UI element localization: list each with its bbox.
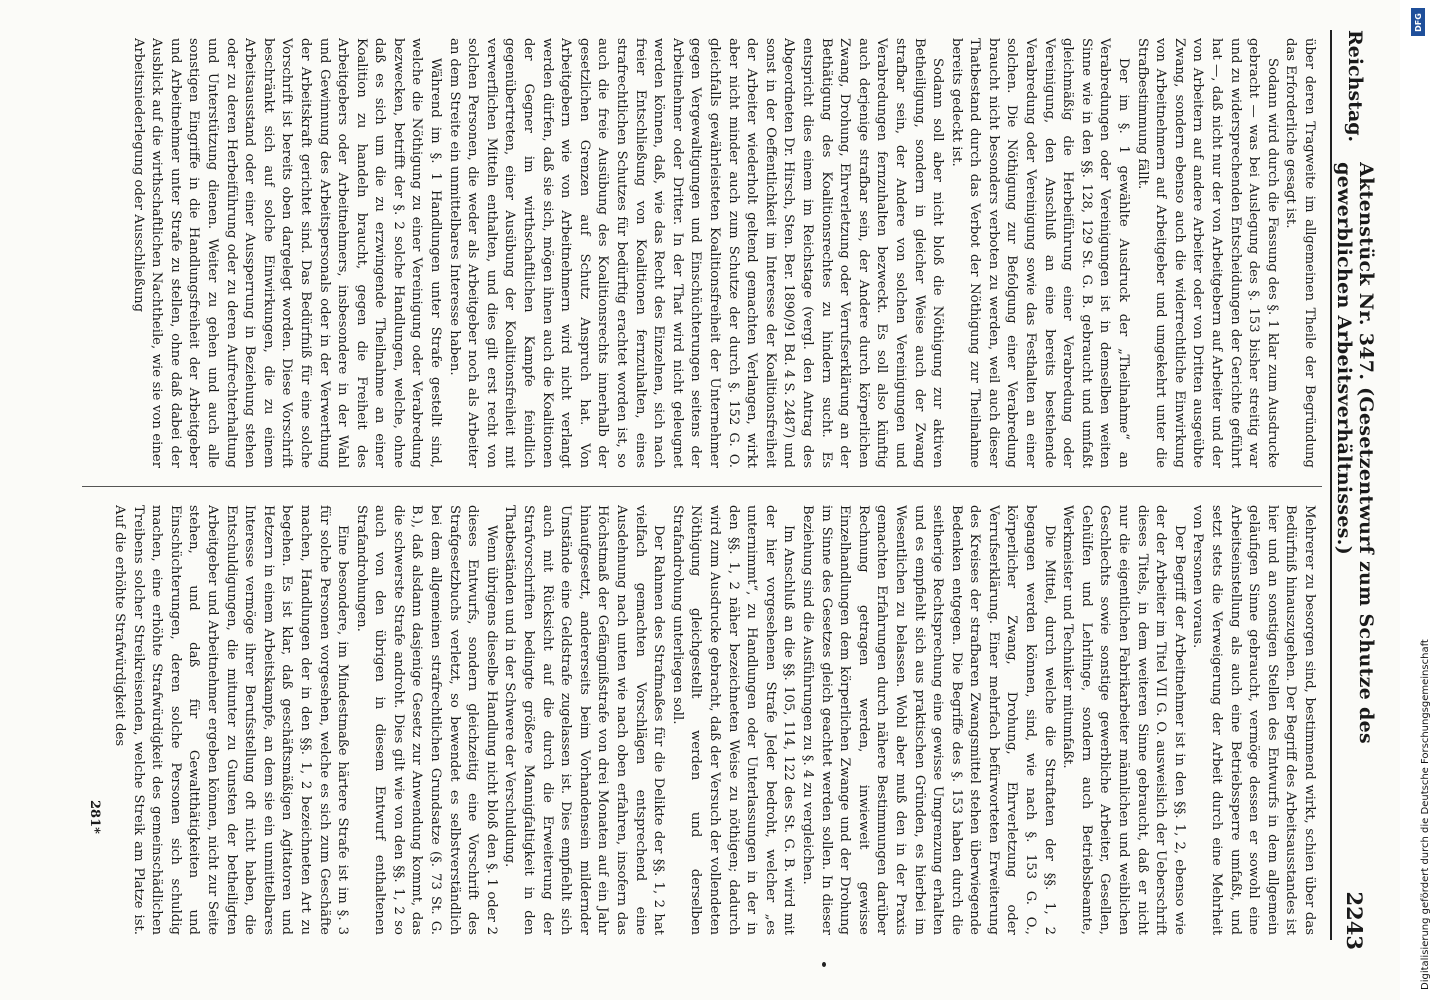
- page-header: [1335, 30, 1375, 950]
- header-title: Aktenstück Nr. 347. (Gesetzentwurf zum Schutze des gewerblichen Arbeitsverhältnisses.): [1333, 162, 1377, 745]
- rotated-document: [35, 0, 1400, 960]
- paragraph: Eine besondere, im Mindestmaße härtere Strafe ist im §. 3 für solche Personen vorgesehen, welche es sich zum Geschäfte machen, Handlungen der in den §§. 1, 2 bezeichneten Art zu begehen. Es ist klar, daß geschäftsmäßigen Agitatoren und Hetzern in einem Arbeitskampfe, an dem sie ein unmittelbares Interesse vermöge ihrer Berufsstellung oft nicht haben, die Entschuldigungen, die mitunter zu Gunsten der betheiligten Arbeitgeber und Arbeitnehmer ergeben können, nicht zur Seite stehen, und daß für Gewaltthätigkeiten und Einschüchterungen, deren solche Personen sich schuldig machen, eine erhöhte Strafwürdigkeit des gemeinschädlichen Treibens solcher Streikreisenden, welche Streik am Platze ist. Auf die erhöhte Strafwürdigkeit des: [112, 505, 351, 935]
- header-left: Reichstag.: [1344, 30, 1366, 143]
- paragraph: Während im §. 1 Handlungen unter Strafe gestellt sind, welche die Nöthigung zu einer Vereinigung oder Verabredung bezwecken, betrifft der §. 2 solche Handlungen, welche, ohne daß es sich um die zu erzwingende Theilnahme an einer Koalition zu handeln braucht, gegen die Freiheit des Arbeitgebers oder Arbeitnehmers, insbesondere in der Wahl und Gewinnung des Arbeitspersonals oder in der Verwerthung der Arbeitskraft gerichtet sind. Das Bedürfniß für eine solche Vorschrift ist bereits oben dargelegt worden. Diese Vorschrift beschränkt sich auf solche Einwirkungen, die zu einem Arbeitsausstand oder einer Aussperrung in Beziehung stehen oder zu deren Herbeiführung oder zu deren Aufrechterhaltung und Unterstützung dienen. Weiter zu gehen und auch alle sonstigen Eingriffe in die Handlungsfreiheit der Arbeitgeber und Arbeitnehmer unter Strafe zu stellen, ohne daß dabei der Ausblick auf die wirthschaftlichen Nachtheile, wie sie von einer Arbeitsniederlegung oder Ausschließung: [130, 38, 444, 468]
- paragraph: Die Mittel, durch welche die Straftaten der §§. 1, 2 begangen werden können, sind, wie nach §. 153 G. O., körperlicher Zwang, Drohung, Ehrverletzung oder Verrufserklärung. Einer mehrfach befürworteten Erweiterung des Kreises der strafbaren Zwangsmittel stehen überwiegende Bedenken entgegen. Die Begriffe des §. 153 haben durch die seitherige Rechtsprechung eine gewisse Umgrenzung erhalten und es empfiehlt sich aus praktischen Gründen, es hierbei im Wesentlichen zu belassen. Wohl aber muß den in der Praxis gemachten Erfahrungen durch nähere Bestimmungen darüber Rechnung getragen werden, inwieweit gewisse Einzelhandlungen dem körperlichen Zwange und der Drohung im Sinne des Gesetzes gleich geachtet werden sollen. In dieser Beziehung sind die Ausführungen zu §. 4 zu vergleichen.: [799, 505, 1057, 935]
- ink-speck: [822, 962, 826, 967]
- paragraph: Der im §. 1 gewählte Ausdruck der „Theilnahme“ an Verabredungen oder Vereinigungen ist in demselben weiten Sinne wie in den §§. 128, 129 St. G. B. gebraucht und umfaßt gleichmäßig die Herbeiführung einer Verabredung oder Vereinigung, den Anschluß an eine bereits bestehende Verabredung oder Vereinigung sowie das Festhalten an einer solchen. Die Nöthigung zur Befolgung einer Verabredung braucht nicht besonders verboten zu werden, weil auch dieser Thatbestand durch das Verbot der Nöthigung zur Theilnahme bereits gedeckt ist.: [948, 38, 1132, 468]
- right-column: [88, 505, 1318, 935]
- dfg-logo: [1411, 8, 1425, 36]
- paragraph: Der Rahmen des Strafmaßes für die Delikte der §§. 1, 2 hat vielfach gemachten Vorschlägen entsprechend eine Ausdehnung nach unten wie nach oben erfahren, insofern das Höchstmaß der Gefängnißstrafe von drei Monaten auf ein Jahr hinaufgesetzt, andererseits beim Vorhandensein mildernder Umstände eine Geldstrafe zugelassen ist. Dies empfiehlt sich auch mit Rücksicht auf die durch die Erweiterung der Strafvorschriften bedingte größere Mannigfaltigkeit in den Thatbeständen und in der Schwere der Verschuldung.: [502, 505, 667, 935]
- column-divider: [82, 486, 1322, 487]
- digitization-note: Digitalisierung gefördert durch die Deutsche Forschungsgemeinschaft: [1420, 639, 1431, 990]
- dfg-logo-text: DFG: [1413, 12, 1423, 32]
- paragraph: Wenn übrigens dieselbe Handlung nicht bloß den §. 1 oder 2 dieses Entwurfs, sondern gleichzeitig eine Vorschrift des Strafgesetzbuchs verletzt, so bewendet es selbstverständlich bei dem allgemeinen strafrechtlichen Grundsatze (§. 73 St. G. B.), daß alsdann dasjenige Gesetz zur Anwendung kommt, das die schwerste Strafe androht. Dies gilt wie von den §§. 1, 2 so auch von den übrigen in diesem Entwurf enthaltenen Strafandrohungen.: [353, 505, 499, 935]
- digitization-strip: [1400, 0, 1434, 1000]
- signature-mark: 281*: [87, 800, 102, 834]
- paragraph: über deren Tragweite im allgemeinen Theile der Begründung das Erforderliche gesagt ist.: [1283, 38, 1317, 468]
- paragraph: Der Begriff der Arbeitnehmer ist in den §§. 1, 2, ebenso wie der der Arbeiter im Titel VII G. O. ausweislich der Ueberschrift dieses Titels, in dem weiteren Sinne gebraucht, daß er nicht nur die eigentlichen Fabrikarbeiter männlichen und weiblichen Geschlechts sowie sonstige gewerbliche Arbeiter, Gesellen, Gehülfen und Lehrlinge, sondern auch Betriebsbeamte, Werkmeister und Techniker mitumfaßt.: [1060, 505, 1187, 935]
- left-column: [88, 38, 1318, 468]
- paragraph: Im Anschluß an die §§. 105, 114, 122 des St. G. B. wird mit der hier vorgesehenen Strafe Jeder bedroht, welcher „es unternimmt“, zu Handlungen oder Unterlassungen in der in den §§. 1, 2 näher bezeichneten Weise zu nöthigen; dadurch wird zum Ausdrucke gebracht, daß der Versuch der vollendeten Nöthigung gleichgestellt werden und derselben Strafandrohung unterliegen soll.: [669, 505, 797, 935]
- paragraph: Mehrerer zu besorgen sind, bestimmend wirkt, schien über das Bedürfniß hinauszugehen. Der Begriff des Arbeitsausstandes ist hier und an sonstigen Stellen des Entwurfs in dem allgemein geläufigen Sinne gebraucht, vermöge dessen er sowohl eine Arbeitseinstellung als auch eine Betriebssperre umfaßt, und setzt stets die Verweigerung der Arbeit durch eine Mehrheit von Personen voraus.: [1190, 505, 1317, 935]
- paragraph: Sodann soll aber nicht bloß die Nöthigung zur aktiven Betheiligung, sondern in gleicher Weise auch der Zwang strafbar sein, der Andere von solchen Vereinigungen und Verabredungen fernzuhalten bezweckt. Es soll also künftig auch derjenige strafbar sein, der Andere durch körperlichen Zwang, Drohung, Ehrverletzung oder Verrufserklärung an der Bethätigung des Koalitionsrechtes zu hindern sucht. Es entspricht dies einem im Reichstage (vergl. den Antrag des Abgeordneten Dr. Hirsch, Sten. Ber. 1890/91 Bd. 4 S. 2487) und sonst in der Oeffentlichkeit im Interesse der Koalitionsfreiheit der Arbeiter wiederholt geltend gemachten Verlangen, wirkt aber nicht minder auch zum Schutze der durch §. 152 G. O. gleichfalls gewährleisteten Koalitionsfreiheit der Unternehmer gegen Vergewaltigungen und Einschüchterungen seitens der Arbeitnehmer oder Dritter. In der That wird nicht geleugnet werden können, daß, wie das Recht des Einzelnen, sich nach freier Entschließung von Koalitionen fernzuhalten, eines strafrechtlichen Schutzes für bedürftig erachtet worden ist, so auch die freie Ausübung des Koalitionsrechts innerhalb der gesetzlichen Grenzen auf Schutz Anspruch hat. Von Arbeitgebern wie von Arbeitnehmern wird nicht verlangt werden dürfen, daß sie sich, mögen ihnen auch die Koalitionen der Gegner im wirthschaftlichen Kampfe feindlich gegenübertreten, einer Ausübung der Koalitionsfreiheit mit verwerflichen Mitteln enthalten, und dies gilt erst recht von solchen Personen, die weder als Arbeitgeber noch als Arbeiter an dem Streite ein unmittelbares Interesse haben.: [446, 38, 946, 468]
- header-rule: [1330, 30, 1332, 940]
- paragraph: Sodann wird durch die Fassung des §. 1 klar zum Ausdrucke gebracht — was bei Auslegung des §. 153 bisher streitig war und zu widersprechenden Entscheidungen der Gerichte geführt hat —, daß nicht nur der von Arbeitgebern auf Arbeiter und der von Arbeitern auf andere Arbeiter oder von Dritten ausgeübte Zwang, sondern ebenso auch die widerrechtliche Einwirkung von Arbeitnehmern auf Arbeitgeber und umgekehrt unter die Strafbestimmung fällt.: [1134, 38, 1280, 468]
- page-number: 2243: [1342, 891, 1368, 950]
